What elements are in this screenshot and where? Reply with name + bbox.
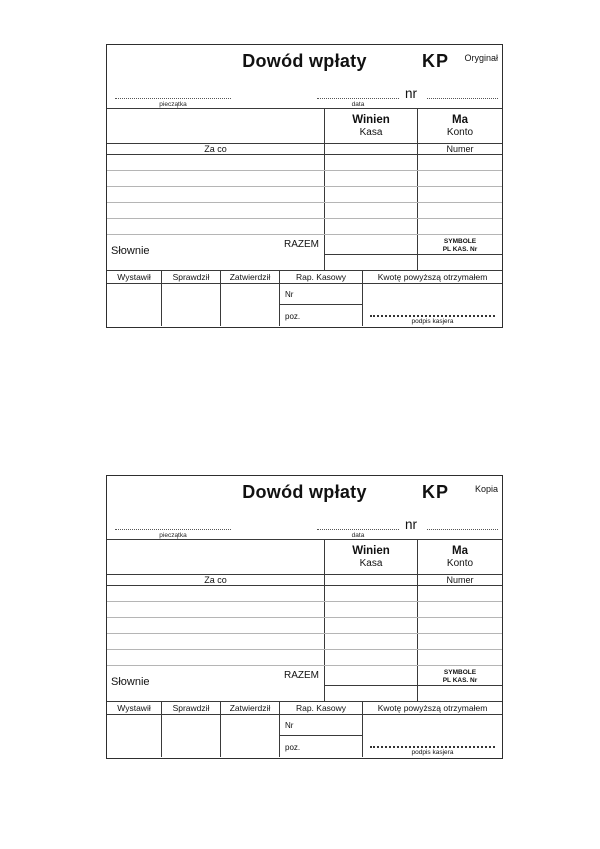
debit-subheader-cell (325, 144, 418, 154)
accounts-header-row (107, 109, 502, 144)
credit-column-title: Ma (452, 545, 468, 557)
credit-column-header (418, 540, 502, 574)
report-position-label: poz. (285, 743, 301, 752)
signatures-header-row (107, 702, 502, 715)
description-cell (107, 618, 325, 633)
debit-extra-cell (325, 686, 417, 701)
cashier-signature-line (370, 315, 495, 317)
description-cell (107, 634, 325, 649)
description-cell (107, 650, 325, 665)
writing-line-row (107, 187, 502, 203)
date-caption: data (351, 101, 365, 108)
symbols-cell (418, 235, 502, 255)
cashier-signature-caption: podpis kasjera (411, 318, 454, 325)
signatures-header-row (107, 271, 502, 284)
credit-extra-cell (418, 255, 502, 270)
description-cell (107, 187, 325, 202)
symbols-cell (418, 666, 502, 686)
issued-by-header: Wystawił (107, 702, 162, 714)
document-number-label: nr (405, 517, 418, 532)
checked-by-cell (162, 715, 221, 757)
credit-column-title: Ma (452, 114, 468, 126)
total-label: RAZEM (284, 239, 319, 250)
credit-column-subtitle: Konto (446, 558, 474, 569)
form-title: Dowód wpłaty (242, 51, 367, 71)
debit-cell (325, 618, 418, 633)
stamp-caption: pieczątka (159, 101, 187, 108)
credit-column-subtitle: Konto (446, 127, 474, 138)
form-title: Dowód wpłaty (242, 482, 367, 502)
debit-cell (325, 602, 418, 617)
description-cell (107, 219, 325, 234)
total-amount-cell (325, 235, 417, 255)
credit-column-header (418, 109, 502, 143)
checked-by-cell (162, 284, 221, 326)
signatures-body-row (107, 284, 502, 326)
debit-column-title: Winien (352, 545, 390, 557)
kp-form-original (106, 44, 503, 328)
symbols-column (418, 235, 502, 270)
kp-form-copy (106, 475, 503, 759)
writing-line-row (107, 586, 502, 602)
stamp-fill-line (115, 529, 231, 530)
total-and-words-row (107, 235, 502, 271)
debit-extra-cell (325, 255, 417, 270)
for-what-label: Za co (107, 575, 325, 585)
writing-line-row (107, 634, 502, 650)
cash-report-header: Rap. Kasowy (280, 271, 363, 283)
description-column-header (107, 109, 325, 143)
amount-received-header: Kwotę powyższą otrzymałem (377, 703, 488, 713)
report-number-label: Nr (280, 284, 362, 305)
debit-cell (325, 187, 418, 202)
credit-cell (418, 171, 502, 186)
debit-column-header (325, 109, 418, 143)
report-number-label: Nr (280, 715, 362, 736)
symbols-line-2: PL KAS. Nr (442, 245, 478, 253)
document-number-fill-line (427, 529, 498, 530)
writing-line-row (107, 618, 502, 634)
copy-type-label: Kopia (474, 484, 498, 494)
issued-by-cell (107, 284, 162, 326)
writing-line-row (107, 219, 502, 235)
description-column-header (107, 540, 325, 574)
debit-column-title: Winien (352, 114, 390, 126)
writing-line-row (107, 650, 502, 666)
amount-in-words-area (107, 666, 325, 701)
description-cell (107, 203, 325, 218)
in-words-label: Słownie (111, 676, 150, 688)
writing-line-row (107, 602, 502, 618)
stamp-fill-line (115, 98, 231, 99)
credit-cell (418, 618, 502, 633)
document-number-fill-line (427, 98, 498, 99)
date-fill-line (317, 98, 399, 99)
for-what-label: Za co (107, 144, 325, 154)
symbols-line-1: SYMBOLE (443, 669, 477, 676)
description-cell (107, 171, 325, 186)
form-header (107, 476, 502, 540)
credit-cell (418, 203, 502, 218)
debit-cell (325, 155, 418, 170)
stamp-caption: pieczątka (159, 532, 187, 539)
form-header (107, 45, 502, 109)
credit-cell (418, 155, 502, 170)
document-number-label: nr (405, 86, 418, 101)
writing-line-row (107, 155, 502, 171)
symbols-line-1: SYMBOLE (443, 238, 477, 245)
checked-by-header: Sprawdził (162, 702, 221, 714)
issued-by-header: Wystawił (107, 271, 162, 283)
for-what-row (107, 144, 502, 155)
signatures-body-row (107, 715, 502, 757)
copy-type-label: Oryginał (464, 53, 498, 63)
writing-line-row (107, 203, 502, 219)
numer-label: Numer (446, 144, 474, 154)
total-label: RAZEM (284, 670, 319, 681)
credit-cell (418, 586, 502, 601)
debit-cell (325, 586, 418, 601)
cashier-signature-cell (363, 284, 502, 326)
form-symbol-kp: KP (422, 51, 450, 71)
form-symbol-kp: KP (422, 482, 450, 502)
approved-by-cell (221, 284, 280, 326)
approved-by-cell (221, 715, 280, 757)
debit-column-subtitle: Kasa (359, 558, 383, 569)
cash-report-header: Rap. Kasowy (280, 702, 363, 714)
total-amount-column (325, 666, 418, 701)
symbols-column (418, 666, 502, 701)
credit-cell (418, 219, 502, 234)
description-cell (107, 155, 325, 170)
debit-column-header (325, 540, 418, 574)
description-cell (107, 602, 325, 617)
credit-cell (418, 634, 502, 649)
amount-in-words-area (107, 235, 325, 270)
total-amount-column (325, 235, 418, 270)
cash-report-cell (280, 715, 363, 757)
writing-line-row (107, 171, 502, 187)
symbols-line-2: PL KAS. Nr (442, 676, 478, 684)
in-words-label: Słownie (111, 245, 150, 257)
numer-label: Numer (446, 575, 474, 585)
cashier-signature-line (370, 746, 495, 748)
approved-by-header: Zatwierdził (221, 702, 280, 714)
cashier-signature-cell (363, 715, 502, 757)
amount-received-header: Kwotę powyższą otrzymałem (377, 272, 488, 282)
total-amount-cell (325, 666, 417, 686)
debit-cell (325, 650, 418, 665)
debit-cell (325, 171, 418, 186)
date-fill-line (317, 529, 399, 530)
debit-cell (325, 634, 418, 649)
issued-by-cell (107, 715, 162, 757)
total-and-words-row (107, 666, 502, 702)
debit-column-subtitle: Kasa (359, 127, 383, 138)
credit-cell (418, 602, 502, 617)
description-cell (107, 586, 325, 601)
approved-by-header: Zatwierdził (221, 271, 280, 283)
for-what-row (107, 575, 502, 586)
debit-cell (325, 203, 418, 218)
cash-report-cell (280, 284, 363, 326)
credit-cell (418, 650, 502, 665)
accounts-header-row (107, 540, 502, 575)
credit-extra-cell (418, 686, 502, 701)
date-caption: data (351, 532, 365, 539)
credit-cell (418, 187, 502, 202)
cashier-signature-caption: podpis kasjera (411, 749, 454, 756)
debit-cell (325, 219, 418, 234)
report-position-label: poz. (285, 312, 301, 321)
checked-by-header: Sprawdził (162, 271, 221, 283)
debit-subheader-cell (325, 575, 418, 585)
